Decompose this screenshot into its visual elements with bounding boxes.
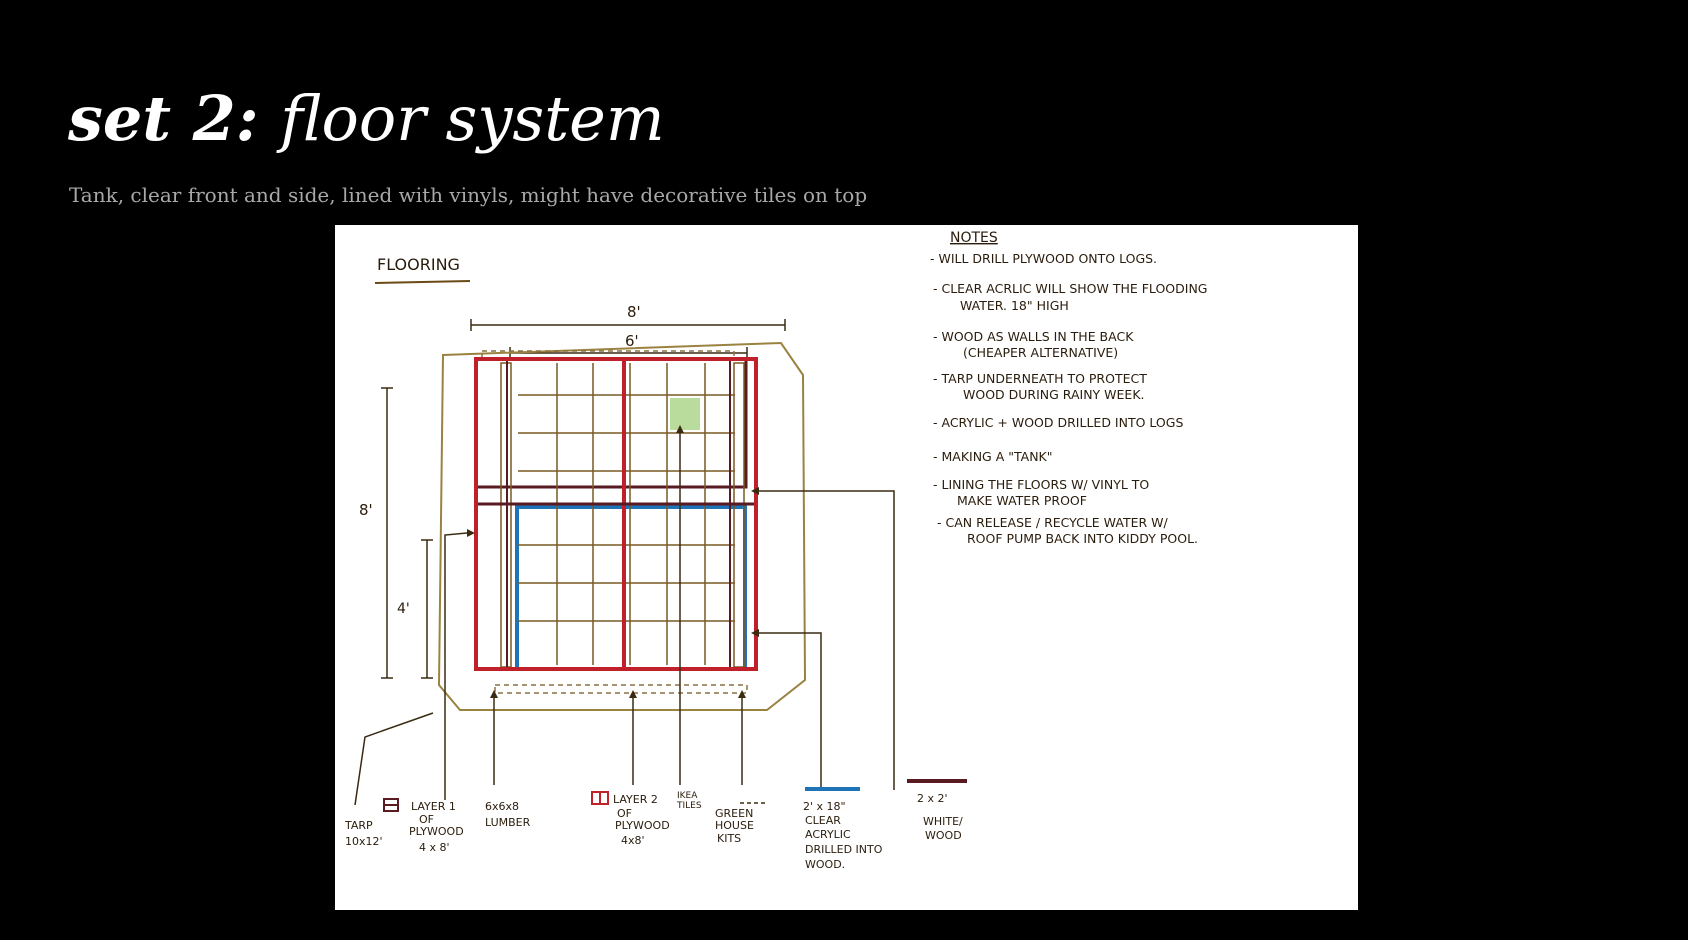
lumber-bottom bbox=[495, 685, 747, 693]
legend-wood-l3: WOOD bbox=[925, 829, 962, 842]
legend-acr-l2: CLEAR bbox=[805, 814, 841, 827]
legend-acr-l1: 2' x 18" bbox=[803, 800, 846, 813]
title-rest: floor system bbox=[280, 82, 665, 155]
note-line: WATER. 18" HIGH bbox=[960, 298, 1069, 313]
wood-strip-right bbox=[734, 363, 744, 667]
tile-grid bbox=[518, 363, 735, 665]
legend-gh-l3: KITS bbox=[717, 832, 742, 845]
floor-sketch bbox=[335, 225, 1358, 910]
legend-wood-l1: 2 x 2' bbox=[917, 792, 948, 805]
legend-ply2-l1: LAYER 2 bbox=[613, 793, 658, 806]
ikea-tile bbox=[670, 398, 700, 430]
note-line: (CHEAPER ALTERNATIVE) bbox=[963, 345, 1119, 360]
note-line: - TARP UNDERNEATH TO PROTECT bbox=[933, 371, 1147, 386]
note-line: - WOOD AS WALLS IN THE BACK bbox=[933, 329, 1134, 344]
note-line: - WILL DRILL PLYWOOD ONTO LOGS. bbox=[930, 251, 1158, 266]
legend-acr-l4: DRILLED INTO bbox=[805, 843, 883, 856]
note-line: - CLEAR ACRLIC WILL SHOW THE FLOODING bbox=[933, 281, 1208, 296]
dim-top-inner: 6' bbox=[625, 332, 639, 350]
legend-gh-l2: HOUSE bbox=[715, 819, 754, 832]
notes-list bbox=[930, 251, 1207, 546]
title-bold: set 2: bbox=[68, 82, 259, 155]
note-line: - ACRYLIC + WOOD DRILLED INTO LOGS bbox=[933, 415, 1184, 430]
dim-top-outer: 8' bbox=[627, 303, 641, 321]
legend-lumber-l2: LUMBER bbox=[485, 816, 531, 829]
legend bbox=[344, 791, 963, 871]
legend-ply1-l2: OF bbox=[419, 813, 434, 826]
note-line: ROOF PUMP BACK INTO KIDDY POOL. bbox=[967, 531, 1199, 546]
legend-tarp-l2: 10x12' bbox=[345, 835, 383, 848]
sketch-heading: FLOORING bbox=[377, 255, 460, 274]
legend-gh-l1: GREEN bbox=[715, 807, 754, 820]
notes-heading: NOTES bbox=[950, 230, 998, 246]
slide-title bbox=[68, 82, 665, 155]
legend-ikea-l2: TILES bbox=[677, 801, 702, 811]
note-line: WOOD DURING RAINY WEEK. bbox=[963, 387, 1145, 402]
legend-ply2-l3: PLYWOOD bbox=[615, 819, 670, 832]
legend-ply1-l1: LAYER 1 bbox=[411, 800, 456, 813]
legend-ply2-l2: OF bbox=[617, 807, 632, 820]
dim-left-outer: 8' bbox=[359, 501, 373, 519]
note-line: - LINING THE FLOORS W/ VINYL TO bbox=[933, 477, 1150, 492]
dim-left-inner: 4' bbox=[397, 601, 410, 617]
legend-lumber-l1: 6x6x8 bbox=[485, 800, 520, 813]
slide-subtitle: Tank, clear front and side, lined with vinyls, might have decorative tiles on top bbox=[69, 183, 868, 207]
legend-tarp-l1: TARP bbox=[345, 819, 373, 832]
acrylic-panel bbox=[517, 507, 745, 669]
legend-ikea-l1: IKEA bbox=[677, 791, 698, 801]
note-line: - MAKING A "TANK" bbox=[933, 449, 1053, 464]
legend-wood-l2: WHITE/ bbox=[923, 815, 963, 828]
floor-sketch-drawing bbox=[335, 225, 1358, 910]
legend-ply2-l4: 4x8' bbox=[621, 834, 645, 847]
note-line: - CAN RELEASE / RECYCLE WATER W/ bbox=[937, 515, 1168, 530]
legend-ply1-l3: PLYWOOD bbox=[409, 825, 464, 838]
legend-ply1-l4: 4 x 8' bbox=[419, 841, 450, 854]
legend-acr-l5: WOOD. bbox=[805, 858, 846, 871]
note-line: MAKE WATER PROOF bbox=[957, 493, 1087, 508]
legend-acr-l3: ACRYLIC bbox=[805, 828, 851, 841]
